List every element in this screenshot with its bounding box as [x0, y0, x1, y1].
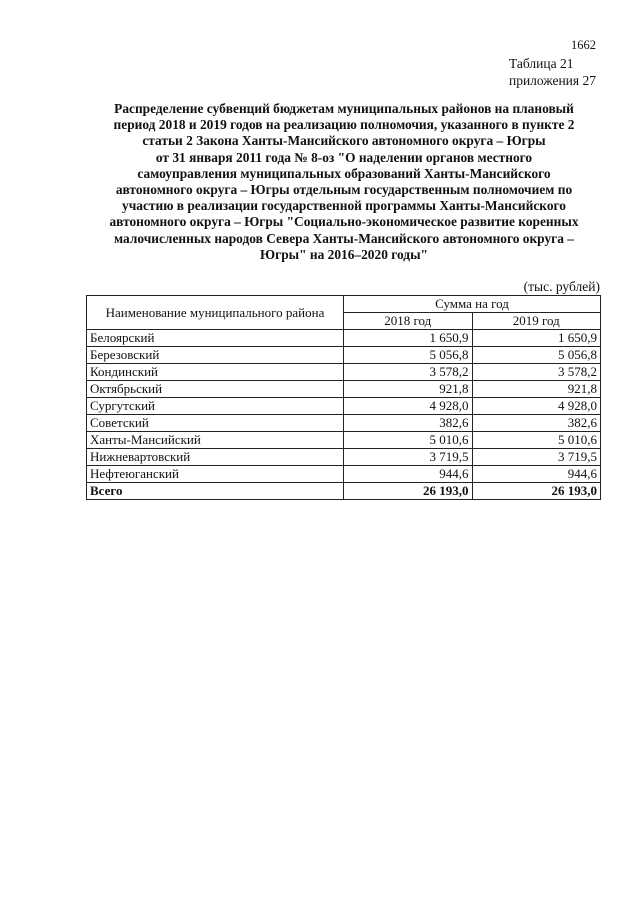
amount-2018: 3 578,2 [344, 364, 473, 381]
title-line: автономного округа – Югры "Социально-экономическое развитие коренных [109, 214, 579, 230]
amount-2019: 5 010,6 [472, 432, 601, 449]
amount-2019: 3 719,5 [472, 449, 601, 466]
table-row [87, 398, 601, 415]
table-row [87, 466, 601, 483]
table-row [87, 364, 601, 381]
title-line: самоуправления муниципальных образований Ханты-Мансийского [137, 165, 551, 181]
amount-2019: 944,6 [472, 466, 601, 483]
title-line: участию в реализации государственной программы Ханты-Мансийского [122, 198, 566, 214]
table-row [87, 449, 601, 466]
page-number: 1662 [571, 38, 596, 52]
amount-2018: 921,8 [344, 381, 473, 398]
total-label: Всего [87, 483, 344, 500]
district-name: Нефтеюганский [87, 466, 344, 483]
district-name: Белоярский [87, 330, 344, 347]
district-name: Октябрьский [87, 381, 344, 398]
amount-2018: 3 719,5 [344, 449, 473, 466]
title-line: от 31 января 2011 года № 8-оз "О наделении органов местного [155, 149, 533, 165]
column-header-name: Наименование муниципального района [87, 296, 344, 330]
amount-2019: 5 056,8 [472, 347, 601, 364]
amount-2018: 382,6 [344, 415, 473, 432]
title-line: статьи 2 Закона Ханты-Мансийского автономного округа – Югры [142, 133, 546, 149]
table-reference [509, 55, 596, 89]
allocation-table [86, 295, 601, 500]
appendix-label: приложения 27 [508, 73, 596, 88]
amount-2019: 4 928,0 [472, 398, 601, 415]
title-line: Распределение субвенций бюджетам муниципальных районов на плановый [114, 101, 574, 116]
district-name: Сургутский [87, 398, 344, 415]
table-row [87, 347, 601, 364]
amount-2018: 944,6 [344, 466, 473, 483]
district-name: Березовский [87, 347, 344, 364]
amount-2019: 382,6 [472, 415, 601, 432]
district-name: Нижневартовский [87, 449, 344, 466]
table-row [87, 415, 601, 432]
district-name: Ханты-Мансийский [87, 432, 344, 449]
amount-2018: 1 650,9 [344, 330, 473, 347]
total-2018: 26 193,0 [344, 483, 473, 500]
table-row [87, 432, 601, 449]
amount-2019: 921,8 [472, 381, 601, 398]
units-label: (тыс. рублей) [523, 279, 600, 294]
table-row [87, 381, 601, 398]
total-2019: 26 193,0 [472, 483, 601, 500]
district-name: Советский [87, 415, 344, 432]
amount-2019: 3 578,2 [472, 364, 601, 381]
table-row [87, 330, 601, 347]
title-line: автономного округа – Югры отдельным государственным полномочием по [115, 182, 573, 198]
table-label: Таблица 21 [508, 56, 574, 71]
column-header-2019: 2019 год [472, 313, 601, 330]
table-header-row [87, 296, 601, 313]
amount-2018: 5 056,8 [344, 347, 473, 364]
title-line: период 2018 и 2019 годов на реализацию полномочия, указанного в пункте 2 [113, 117, 575, 133]
table-total-row [87, 483, 601, 500]
amount-2019: 1 650,9 [472, 330, 601, 347]
column-header-2018: 2018 год [344, 313, 473, 330]
column-header-amount: Сумма на год [344, 296, 601, 313]
title-line: Югры" на 2016–2020 годы" [260, 246, 428, 262]
district-name: Кондинский [87, 364, 344, 381]
document-title [88, 101, 600, 263]
amount-2018: 4 928,0 [344, 398, 473, 415]
title-line: малочисленных народов Севера Ханты-Мансийского автономного округа – [114, 230, 574, 246]
amount-2018: 5 010,6 [344, 432, 473, 449]
